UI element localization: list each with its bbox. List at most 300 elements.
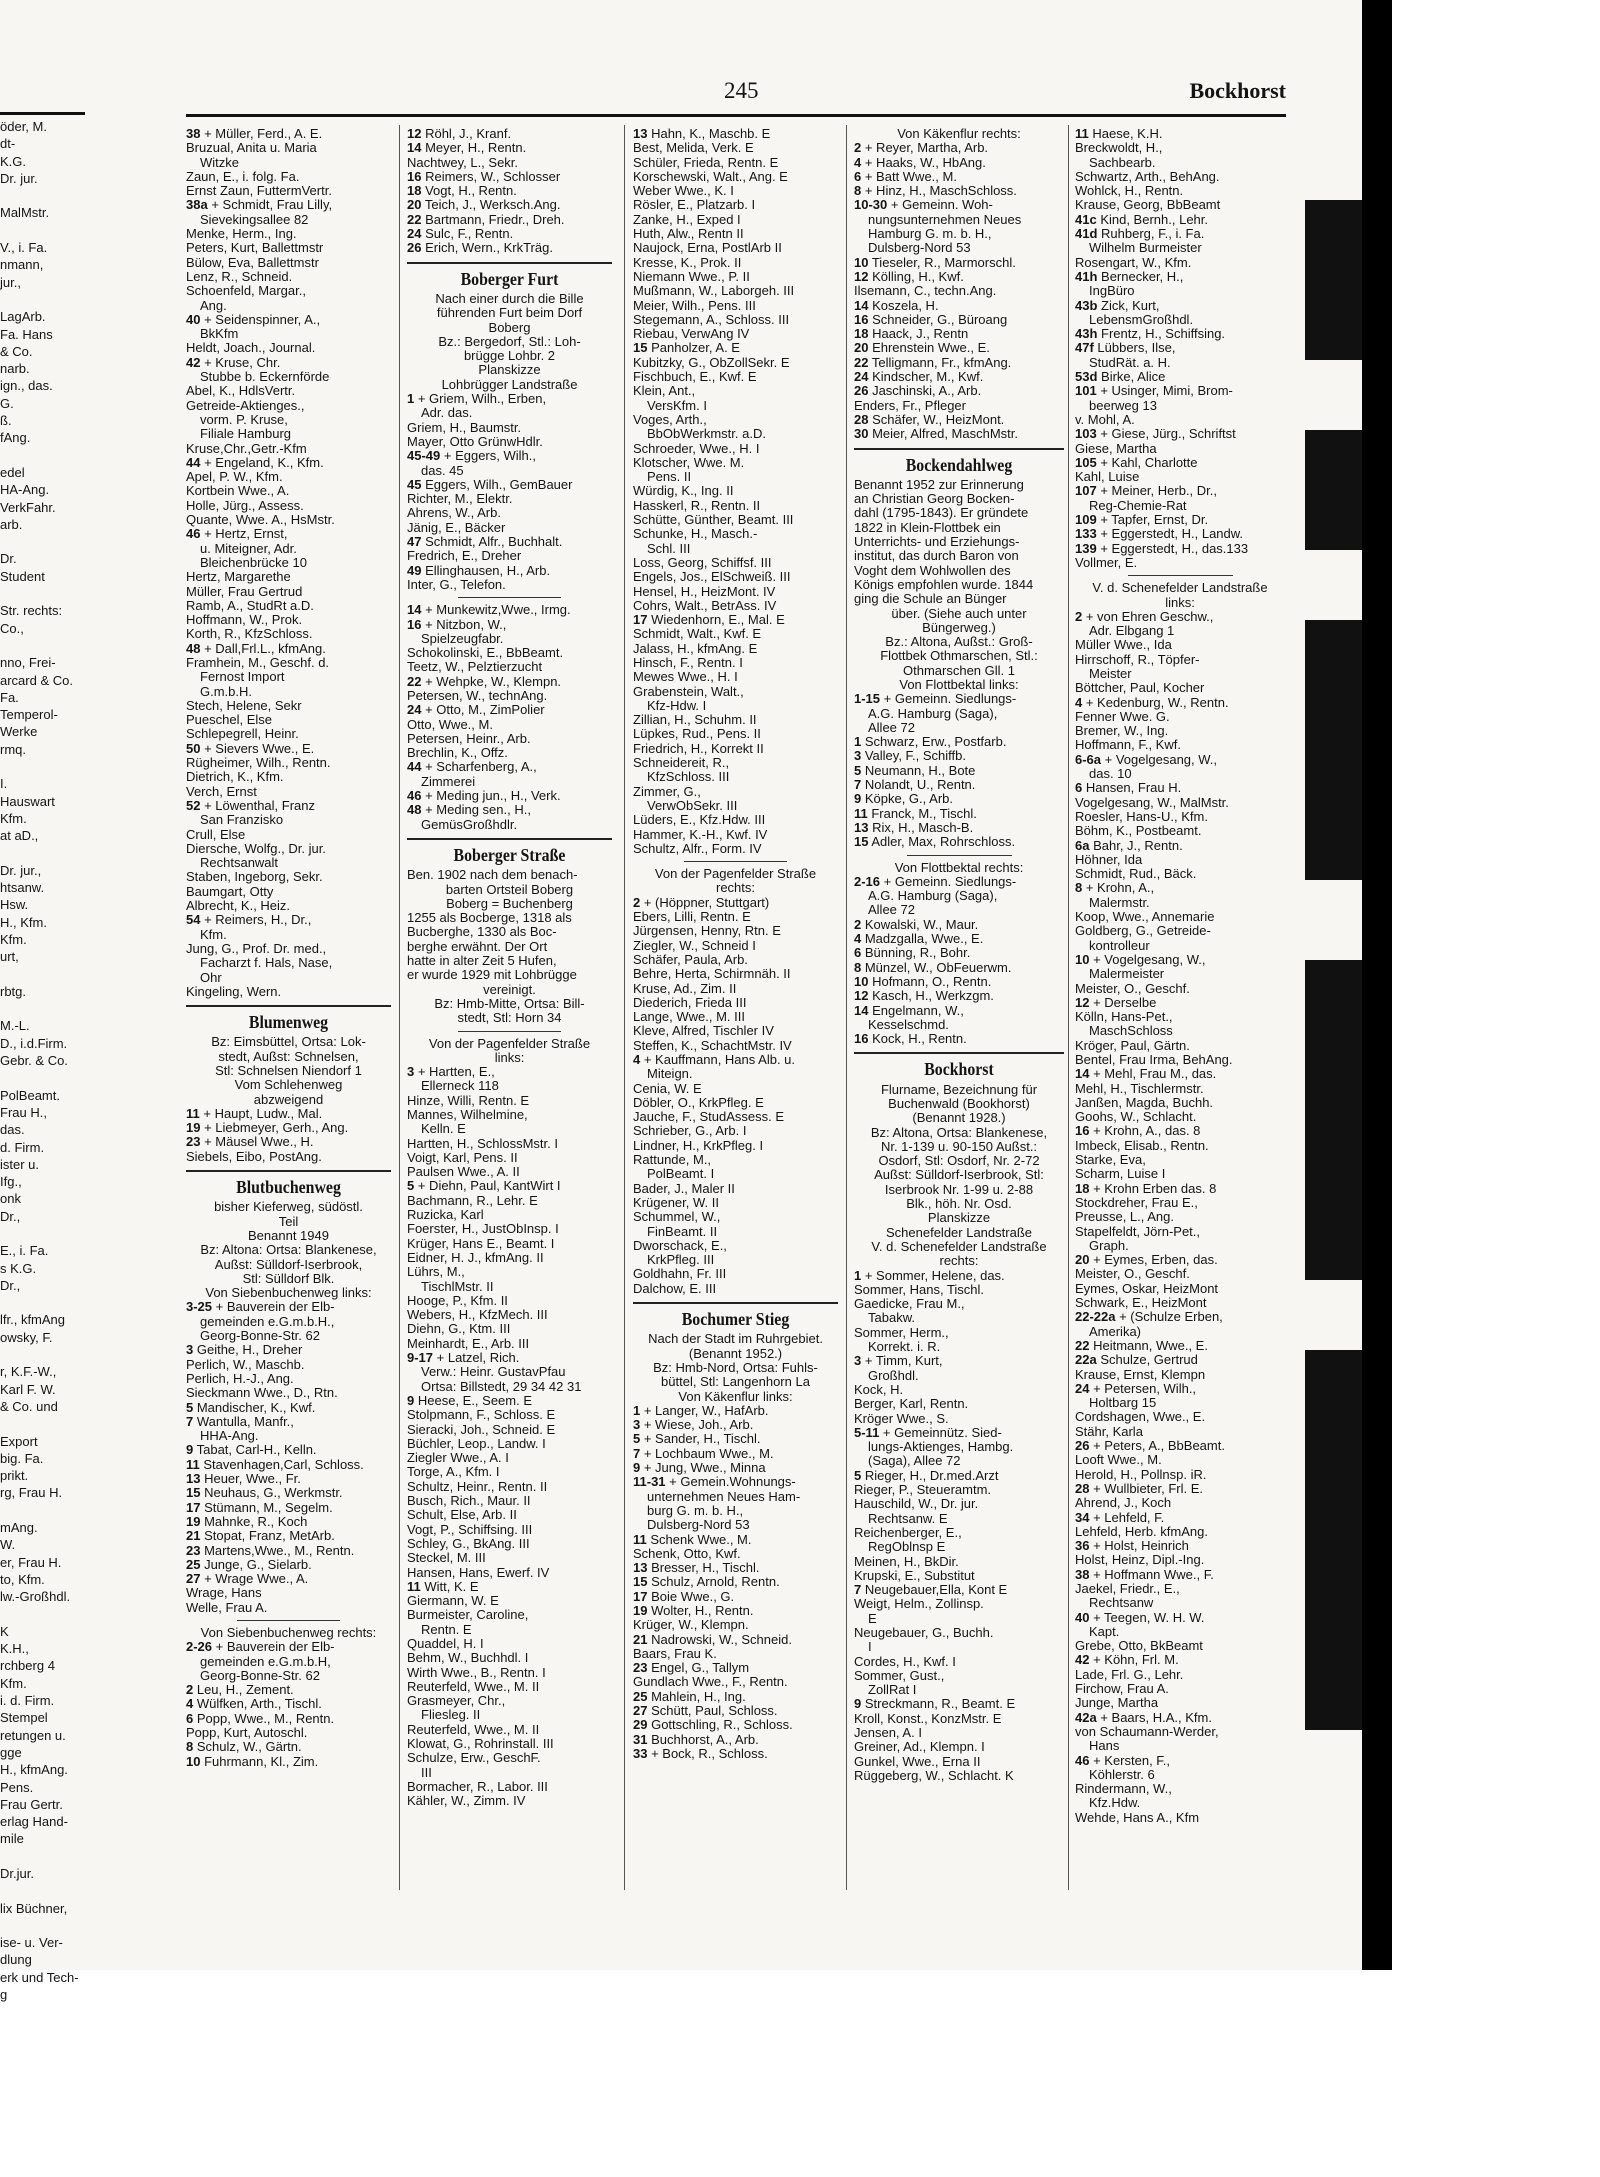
directory-entry: 7 Neugebauer,Ella, Kont E [854, 1582, 1008, 1598]
directory-entry: Kingeling, Wern. [186, 983, 282, 999]
directory-entry: 20 Teich, J., Werksch.Ang. [407, 197, 561, 213]
directory-entry: vorm. P. Kruse, [200, 411, 288, 427]
directory-entry: Korth, R., KfzSchloss. [186, 626, 313, 642]
directory-entry: Otto, Wwe., M. [407, 716, 493, 732]
left-fragment-line [0, 222, 90, 239]
directory-entry: Bachmann, R., Lehr. E [407, 1192, 538, 1208]
directory-entry: Cordshagen, Wwe., E. [1075, 1409, 1206, 1425]
directory-entry: Planskizze [927, 1210, 991, 1226]
left-fragment-line: to, Kfm. [0, 1571, 45, 1587]
directory-entry: Kelln. E [421, 1121, 466, 1137]
directory-entry: 10 Fuhrmann, Kl., Zim. [186, 1753, 319, 1769]
directory-entry: Außst: Sülldorf-Iserbrook, [214, 1256, 363, 1272]
directory-entry: Osdorf, Stl: Osdorf, Nr. 2-72 [878, 1153, 1040, 1169]
directory-entry: 13 Heuer, Wwe., Fr. [186, 1471, 301, 1487]
left-fragment-line: narb. [0, 361, 30, 377]
directory-entry: Hasskerl, R., Rentn. II [633, 497, 761, 513]
directory-entry: Tabakw. [868, 1310, 915, 1326]
directory-entry: 24 Kindscher, M., Kwf. [854, 369, 984, 385]
left-fragment-line: K.G. [0, 153, 27, 169]
directory-entry: Cohrs, Walt., BetrAss. IV [633, 597, 777, 613]
directory-entry: Diederich, Frieda III [633, 994, 747, 1010]
directory-entry: Meister, O., Geschf. [1075, 980, 1190, 996]
directory-entry: Dulsberg-Nord 53 [647, 1517, 750, 1533]
directory-entry: Lehfeld, Herb. kfmAng. [1075, 1523, 1208, 1539]
directory-entry: Schüler, Frieda, Rentn. E [633, 154, 779, 170]
directory-entry: Weber Wwe., K. I [633, 183, 734, 199]
directory-entry: kontrolleur [1089, 937, 1150, 953]
directory-entry: Nachtwey, L., Sekr. [407, 154, 519, 170]
directory-entry: Buchenwald (Bookhorst) [888, 1096, 1030, 1111]
directory-entry: Allee 72 [868, 902, 915, 918]
directory-entry: Allee 72 [868, 719, 915, 735]
directory-entry: G.m.b.H. [200, 683, 253, 699]
directory-entry: 45-49 + Eggers, Wilh., [407, 448, 536, 464]
directory-entry: 45 Eggers, Wilh., GemBauer [407, 476, 573, 492]
left-fragment-line [0, 758, 90, 775]
left-fragment-line: fAng. [0, 430, 31, 446]
left-fragment-line: W. [0, 1537, 16, 1553]
directory-entry: Hauschild, W., Dr. jur. [854, 1496, 979, 1512]
directory-entry: Roesler, Hans-U., Kfm. [1075, 808, 1208, 824]
directory-entry: RegOblnsp E [868, 1539, 946, 1555]
directory-entry: Rüggeberg, W., Schlacht. K [854, 1767, 1014, 1783]
directory-entry: Benannt 1949 [248, 1227, 329, 1243]
header-rule [186, 114, 1286, 117]
directory-entry: 41d Ruhberg, F., i. Fa. [1075, 226, 1205, 242]
directory-entry: 103 + Giese, Jürg., Schriftst [1075, 426, 1236, 442]
directory-entry: Getreide-Aktienges., [186, 397, 305, 413]
directory-entry: Schwark, E., HeizMont [1075, 1295, 1207, 1311]
left-fragment-line: Str. rechts: [0, 603, 63, 619]
directory-entry: MaschSchloss [1089, 1023, 1173, 1039]
directory-entry: Von Käkenflur links: [678, 1388, 793, 1404]
directory-entry: Janßen, Magda, Buchh. [1075, 1094, 1214, 1110]
directory-entry: barten Ortsteil Boberg [445, 881, 574, 897]
directory-entry: Voges, Arth., [633, 411, 707, 427]
directory-entry: Jauche, F., StudAssess. E [633, 1109, 785, 1125]
directory-entry: Kruse, Ad., Zim. II [633, 980, 737, 996]
directory-entry: 36 + Holst, Heinrich [1075, 1538, 1189, 1554]
directory-entry: dahl (1795-1843). Er gründete [854, 505, 1029, 521]
directory-entry: 12 + Derselbe [1075, 994, 1157, 1010]
directory-entry: Lüders, E., Kfz.Hdw. III [633, 812, 766, 828]
directory-column-2 [407, 127, 612, 1809]
directory-entry: hatte in alter Zeit 5 Hufen, [407, 953, 557, 969]
left-fragment-line: Fa. Hans [0, 326, 53, 342]
directory-entry: gemeinden e.G.m.b.H, [200, 1653, 331, 1669]
directory-entry: Diersche, Wolfg., Dr. jur. [186, 840, 326, 856]
directory-entry: Mannes, Wilhelmine, [407, 1107, 528, 1122]
left-fragment-line: Frau Gertr. [0, 1796, 63, 1812]
directory-entry: 22 Bartmann, Friedr., Dreh. [407, 211, 565, 227]
directory-entry: Holle, Jürg., Assess. [186, 497, 304, 513]
directory-entry: 34 + Lehfeld, F. [1075, 1509, 1165, 1525]
directory-entry: ZollRat I [868, 1682, 917, 1698]
directory-entry: Kruse,Chr.,Getr.-Kfm [186, 440, 307, 456]
directory-entry: Georg-Bonne-Str. 62 [200, 1328, 320, 1344]
directory-entry: brügge Lohbr. 2 [463, 348, 556, 364]
directory-entry: Schenk, Otto, Kwf. [633, 1545, 741, 1561]
directory-entry: 13 Rix, H., Masch-B. [854, 819, 974, 835]
left-fragment-line [0, 637, 90, 654]
left-fragment-line: nno, Frei- [0, 655, 56, 671]
directory-entry: Benannt 1952 zur Erinnerung [854, 476, 1024, 492]
directory-entry: 9 Heese, E., Seem. E [407, 1392, 533, 1408]
directory-entry: Stockdreher, Frau E., [1075, 1194, 1198, 1210]
directory-entry: 1 Schwarz, Erw., Postfarb. [854, 734, 1007, 750]
directory-entry: San Franzisko [200, 812, 284, 828]
directory-entry: 1 + Langer, W., HafArb. [633, 1402, 769, 1418]
directory-entry: 21 Stopat, Franz, MetArb. [186, 1528, 335, 1544]
directory-entry: E [868, 1610, 877, 1626]
directory-entry: Schroeder, Wwe., H. I [633, 440, 760, 456]
directory-entry: FinBeamt. II [647, 1223, 718, 1239]
directory-entry: Othmarschen Gll. 1 [903, 662, 1015, 678]
directory-entry: Schultz, Heinr., Rentn. II [407, 1478, 548, 1494]
directory-entry: Graph. [1089, 1237, 1129, 1253]
directory-entry: Mußmann, W., Laborgeh. III [633, 283, 795, 299]
directory-entry: 23 Engel, G., Tallym [633, 1660, 750, 1676]
directory-entry: Pens. II [647, 469, 692, 485]
left-fragment-line: lw.-Großhdl. [0, 1589, 71, 1605]
section-divider [458, 597, 561, 598]
directory-entry: Rechtsanw [1089, 1595, 1154, 1611]
directory-entry: Peters, Kurt, Ballettmstr [186, 240, 324, 256]
directory-entry: 19 + Liebmeyer, Gerh., Ang. [186, 1120, 349, 1136]
directory-entry: 6 + Batt Wwe., M. [854, 168, 957, 184]
directory-entry: Eymes, Oskar, HeizMont [1075, 1280, 1219, 1296]
directory-entry: links: [494, 1049, 525, 1065]
directory-entry: Kröger, Paul, Gärtn. [1075, 1037, 1190, 1053]
directory-entry: 14 Koszela, H. [854, 297, 939, 313]
directory-entry: Bucberghe, 1330 als Boc- [407, 924, 557, 940]
directory-entry: Bremer, W., Ing. [1075, 723, 1169, 739]
directory-entry: 15 Adler, Max, Rohrschloss. [854, 834, 1016, 850]
directory-entry: Lohbrügger Landstraße [441, 376, 578, 392]
directory-entry: Wilhelm Burmeister [1089, 240, 1202, 256]
directory-entry: büttel, Stl: Langenhorn La [661, 1374, 810, 1390]
directory-entry: A.G. Hamburg (Saga), [868, 888, 998, 904]
directory-entry: Blk., höh. Nr. Osd. [906, 1196, 1012, 1212]
directory-entry: 17 Stümann, M., Segelm. [186, 1499, 333, 1515]
directory-entry: 4 Wülfken, Arth., Tischl. [186, 1696, 322, 1712]
directory-entry: Verw.: Heinr. GustavPfau [421, 1364, 566, 1380]
directory-entry: Inter, G., Telefon. [407, 576, 506, 592]
directory-entry: Döbler, O., KrkPfleg. E [633, 1094, 764, 1110]
directory-entry: Lüpkes, Rud., Pens. II [633, 726, 761, 742]
directory-entry: Brechlin, K., Offz. [407, 745, 508, 761]
directory-entry: Lindner, H., KrkPfleg. I [633, 1137, 764, 1153]
directory-entry: 1255 als Bocberge, 1318 als [407, 910, 572, 926]
directory-entry: Schl. III [647, 540, 691, 556]
directory-entry: 25 Mahlein, H., Ing. [633, 1688, 746, 1704]
directory-entry: Sieracki, Joh., Schneid. E [407, 1421, 556, 1437]
directory-entry: Lührs, M., [407, 1264, 465, 1280]
directory-entry: Dulsberg-Nord 53 [868, 240, 971, 256]
section-divider [907, 855, 1012, 856]
directory-entry: Grebe, Otto, BkBeamt [1075, 1638, 1203, 1654]
left-fragment-line: V., i. Fa. [0, 240, 48, 256]
left-fragment-line: H., kfmAng. [0, 1762, 68, 1778]
section-divider [854, 1052, 1064, 1054]
section-divider [407, 262, 612, 264]
directory-entry: Adr. das. [421, 405, 473, 421]
directory-entry: Nr. 1-139 u. 90-150 Außst.: [880, 1138, 1038, 1154]
directory-entry: Hamburg G. m. b. H., [868, 226, 992, 242]
directory-entry: Baars, Frau K. [633, 1645, 717, 1661]
directory-entry: 4 + Kauffmann, Hans Alb. u. [633, 1052, 796, 1067]
directory-entry: Preusse, L., Ang. [1075, 1209, 1175, 1225]
directory-entry: 10 Tieseler, R., Marmorschl. [854, 254, 1016, 270]
directory-entry: Krüger, W., Klempn. [633, 1617, 749, 1633]
directory-entry: Siebels, Eibo, PostAng. [186, 1148, 322, 1164]
street-heading: Blutbuchenweg [236, 1177, 341, 1198]
directory-entry: Kock, H. [854, 1381, 904, 1397]
directory-entry: TischlMstr. II [421, 1278, 494, 1294]
directory-entry: 19 Mahnke, R., Koch [186, 1513, 308, 1529]
directory-entry: Von der Pagenfelder Straße [428, 1035, 591, 1051]
street-heading: Bochumer Stieg [681, 1309, 790, 1330]
directory-entry: Ziegler Wwe., A. I [407, 1450, 509, 1466]
directory-entry: 9 Tabat, Carl-H., Kelln. [186, 1442, 317, 1458]
directory-entry: Meister [1089, 665, 1132, 681]
directory-entry: Gaedicke, Frau M., [854, 1296, 965, 1312]
directory-entry: 26 + Peters, A., BbBeamt. [1075, 1438, 1225, 1454]
directory-entry: BkKfm [200, 326, 239, 342]
directory-entry: 38 + Hoffmann Wwe., F. [1075, 1566, 1214, 1582]
directory-entry: Paulsen Wwe., A. II [407, 1164, 520, 1180]
directory-entry: 3-25 + Bauverein der Elb- [186, 1299, 335, 1315]
directory-entry: Quaddel, H. I [407, 1635, 484, 1651]
directory-entry: Loss, Georg, Schiffsf. III [633, 554, 772, 570]
directory-entry: 23 + Mäusel Wwe., H. [186, 1134, 314, 1150]
directory-entry: Reichenberger, E., [854, 1524, 962, 1540]
directory-entry: Nach einer durch die Bille [435, 290, 584, 306]
left-fragment-line: dlung [0, 1952, 32, 1968]
directory-entry: stedt, Außst: Schnelsen, [218, 1048, 359, 1064]
directory-entry: Kortbein Wwe., A. [186, 483, 290, 499]
left-fragment-line [0, 1225, 90, 1242]
directory-entry: Abel, K., HdlsVertr. [186, 383, 296, 399]
directory-entry: Ruzicka, Karl [407, 1207, 484, 1223]
left-fragment-line: edel [0, 464, 25, 480]
directory-entry: Voght dem Wohlwollen des [854, 562, 1011, 578]
left-fragment-line: & Co. und [0, 1398, 58, 1414]
directory-entry: 20 + Eymes, Erben, das. [1075, 1252, 1218, 1268]
directory-entry: Friedrich, H., Korrekt II [633, 740, 764, 756]
directory-entry: Kfz.Hdw. [1089, 1795, 1141, 1811]
directory-entry: 33 + Bock, R., Schloss. [633, 1745, 768, 1761]
directory-entry: 14 + Munkewitz,Wwe., Irmg. [407, 602, 571, 618]
directory-entry: Müller Wwe., Ida [1075, 637, 1172, 653]
directory-entry: Verch, Ernst [186, 783, 257, 799]
directory-entry: (Benannt 1952.) [688, 1345, 783, 1361]
directory-entry: Büchler, Leop., Landw. I [407, 1435, 546, 1451]
directory-entry: 3 Geithe, H., Dreher [186, 1342, 303, 1358]
left-fragment-line: Karl F. W. [0, 1381, 56, 1397]
directory-entry: V. d. Schenefelder Landstraße [1092, 580, 1268, 596]
directory-entry: Jänig, E., Bäcker [407, 519, 506, 535]
directory-entry: Holtbarg 15 [1089, 1395, 1157, 1411]
directory-entry: Ziegler, W., Schneid I [633, 937, 756, 953]
directory-entry: 50 + Sievers Wwe., E. [186, 740, 315, 756]
directory-entry: 24 Sulc, F., Rentn. [407, 226, 514, 242]
directory-entry: Vollmer, E. [1075, 554, 1138, 570]
directory-entry: 16 Kock, H., Rentn. [854, 1031, 967, 1047]
directory-entry: 11 + Haupt, Ludw., Mal. [186, 1105, 323, 1121]
directory-entry: Wehde, Hans A., Kfm [1075, 1809, 1200, 1825]
directory-entry: 2 Leu, H., Zement. [186, 1682, 294, 1698]
directory-entry: Firchow, Frau A. [1075, 1681, 1169, 1697]
directory-entry: Schlepegrell, Heinr. [186, 726, 299, 742]
directory-entry: 31 Buchhorst, A., Arb. [633, 1731, 759, 1747]
directory-entry: Dalchow, E. III [633, 1280, 717, 1296]
section-divider [854, 448, 1064, 450]
directory-entry: 3 + Hartten, E., [407, 1064, 495, 1080]
directory-entry: Busch, Rich., Maur. II [407, 1493, 531, 1509]
directory-entry: 133 + Eggerstedt, H., Landw. [1075, 526, 1244, 542]
left-fragment-line: Dr.jur. [0, 1865, 34, 1881]
directory-entry: er wurde 1929 mit Lohbrügge [407, 967, 577, 983]
directory-entry: Schummel, W., [633, 1209, 721, 1225]
left-fragment-line [0, 447, 90, 464]
left-fragment-line [0, 533, 90, 550]
directory-entry: Berger, Karl, Rentn. [854, 1396, 969, 1412]
directory-entry: Teil [278, 1213, 299, 1229]
directory-entry: Facharzt f. Hals, Nase, [200, 955, 333, 971]
directory-entry: 8 + Hinz, H., MaschSchloss. [854, 183, 1017, 199]
directory-entry: Spielzeugfabr. [421, 630, 504, 646]
directory-entry: Diehn, G., Ktm. III [407, 1321, 511, 1337]
directory-entry: (Benannt 1928.) [912, 1110, 1006, 1126]
left-fragment-line: Hsw. [0, 897, 29, 913]
directory-entry: 53d Birke, Alice [1075, 369, 1166, 385]
street-heading: Bockhorst [924, 1059, 994, 1080]
directory-entry: Torge, A., Kfm. I [407, 1464, 500, 1480]
directory-entry: Goldhahn, Fr. III [633, 1266, 727, 1282]
left-fragment-line: Fa. [0, 689, 19, 705]
directory-entry: Ahrend, J., Koch [1075, 1495, 1172, 1511]
directory-entry: Hammer, K.-H., Kwf. IV [633, 826, 768, 842]
directory-entry: Steffen, K., SchachtMstr. IV [633, 1037, 792, 1053]
directory-entry: Behm, W., Buchhdl. I [407, 1650, 529, 1666]
directory-entry: Kapt. [1089, 1623, 1120, 1639]
directory-entry: Riebau, VerwAng IV [633, 326, 750, 342]
directory-entry: Baumgart, Otty [186, 883, 274, 899]
page-number: 245 [724, 78, 759, 103]
directory-entry: Stubbe b. Eckernförde [200, 369, 330, 385]
directory-entry: 12 Röhl, J., Kranf. [407, 126, 512, 141]
directory-entry: 14 Engelmann, W., [854, 1002, 964, 1018]
left-fragment-line: htsanw. [0, 880, 45, 896]
left-fragment-line [0, 1069, 90, 1086]
directory-entry: Hoffmann, W., Prok. [186, 612, 303, 628]
left-fragment-line: mile [0, 1831, 24, 1847]
directory-entry: Malermeister [1089, 966, 1165, 982]
left-fragment-line: & Co. [0, 343, 33, 359]
left-fragment-line: Student [0, 568, 45, 584]
directory-entry: Malermstr. [1089, 894, 1150, 910]
directory-entry: 12 Kölling, H., Kwf. [854, 268, 964, 284]
directory-entry: Filiale Hamburg [200, 426, 292, 442]
left-fragment-line: arb. [0, 516, 23, 532]
left-fragment-line: dt- [0, 136, 16, 152]
directory-entry: das. 10 [1089, 766, 1132, 782]
directory-entry: Fischbuch, E., Kwf. E [633, 369, 757, 385]
directory-entry: 46 + Hertz, Ernst, [186, 526, 288, 542]
directory-entry: 11 Franck, M., Tischl. [854, 805, 977, 821]
left-fragment-line: retungen u. [0, 1727, 66, 1743]
directory-entry: Lange, Wwe., M. III [633, 1009, 745, 1025]
directory-entry: 9 Köpke, G., Arb. [854, 791, 954, 807]
directory-entry: 7 Wantulla, Manfr., [186, 1413, 294, 1429]
left-fragment-line: Kfm. [0, 931, 27, 947]
directory-entry: Voigt, Karl, Pens. II [407, 1149, 518, 1165]
directory-entry: Krause, Ernst, Klempn [1075, 1366, 1206, 1382]
directory-entry: Nach der Stadt im Ruhrgebiet. [648, 1331, 823, 1347]
directory-entry: IngBüro [1089, 283, 1135, 299]
directory-entry: Hansen, Hans, Ewerf. IV [407, 1564, 550, 1580]
directory-entry: Bz: Altona, Ortsa: Blankenese, [870, 1124, 1048, 1140]
directory-entry: Lade, Frl. G., Lehr. [1075, 1666, 1184, 1682]
directory-entry: 44 + Engeland, K., Kfm. [186, 454, 324, 470]
directory-entry: abzweigend [253, 1091, 324, 1107]
directory-entry: Krügener, W. II [633, 1194, 719, 1210]
directory-entry: Jung, G., Prof. Dr. med., [186, 940, 327, 956]
directory-entry: Von Käkenflur rechts: [897, 126, 1021, 141]
directory-entry: 4 + Kedenburg, W., Rentn. [1075, 694, 1229, 710]
directory-entry: Iserbrook Nr. 1-99 u. 2-88 [884, 1181, 1034, 1197]
directory-entry: Bader, J., Maler II [633, 1180, 735, 1196]
directory-entry: Zanke, H., Exped I [633, 211, 741, 227]
directory-entry: Kahl, Luise [1075, 469, 1140, 485]
directory-entry: Bz.: Altona, Außst.: Groß- [885, 634, 1033, 650]
directory-entry: Unterrichts- und Erziehungs- [854, 534, 1020, 550]
directory-entry: Hartten, H., SchlossMstr. I [407, 1135, 558, 1151]
left-fragment-line: ise- u. Ver- [0, 1935, 63, 1951]
street-heading: Boberger Furt [460, 268, 559, 289]
left-fragment-line: prikt. [0, 1468, 29, 1484]
column-divider [846, 125, 847, 1890]
directory-entry: 6 Bünning, R., Bohr. [854, 945, 971, 961]
directory-entry: Fenner Wwe. G. [1075, 708, 1170, 724]
directory-entry: Köhlerstr. 6 [1089, 1766, 1155, 1782]
directory-entry: Hertz, Margarethe [186, 569, 291, 585]
directory-entry: 8 Schulz, W., Gärtn. [186, 1739, 302, 1755]
directory-entry: Flottbek Othmarschen, Stl.: [880, 648, 1038, 664]
directory-entry: 16 Reimers, W., Schlosser [407, 168, 561, 184]
directory-entry: 21 Nadrowski, W., Schneid. [633, 1631, 792, 1647]
directory-entry: Kröger Wwe., S. [854, 1410, 949, 1426]
directory-entry: 12 Kasch, H., Werkzgm. [854, 988, 994, 1004]
directory-entry: Niemann Wwe., P. II [633, 268, 750, 284]
left-fragment-line: Export [0, 1433, 38, 1449]
directory-entry: Georg-Bonne-Str. 62 [200, 1667, 320, 1683]
directory-entry: Kroll, Konst., KonzMstr. E [854, 1710, 1002, 1726]
directory-entry: 5 + Diehn, Paul, KantWirt I [407, 1178, 561, 1194]
directory-entry: 13 Hahn, K., Maschb. E [633, 126, 771, 141]
directory-entry: Von Siebenbuchenweg links: [205, 1285, 372, 1301]
directory-entry: Ang. [200, 297, 227, 313]
directory-entry: nungsunternehmen Neues [868, 211, 1022, 227]
directory-entry: 40 + Seidenspinner, A., [186, 311, 321, 327]
directory-entry: an Christian Georg Bocken- [854, 491, 1015, 507]
directory-entry: Von Siebenbuchenweg rechts: [200, 1624, 377, 1640]
directory-entry: Boberg = Buchenberg [446, 895, 573, 911]
directory-entry: Cordes, H., Kwf. I [854, 1653, 956, 1669]
left-fragment-line: Dr., [0, 1277, 21, 1293]
